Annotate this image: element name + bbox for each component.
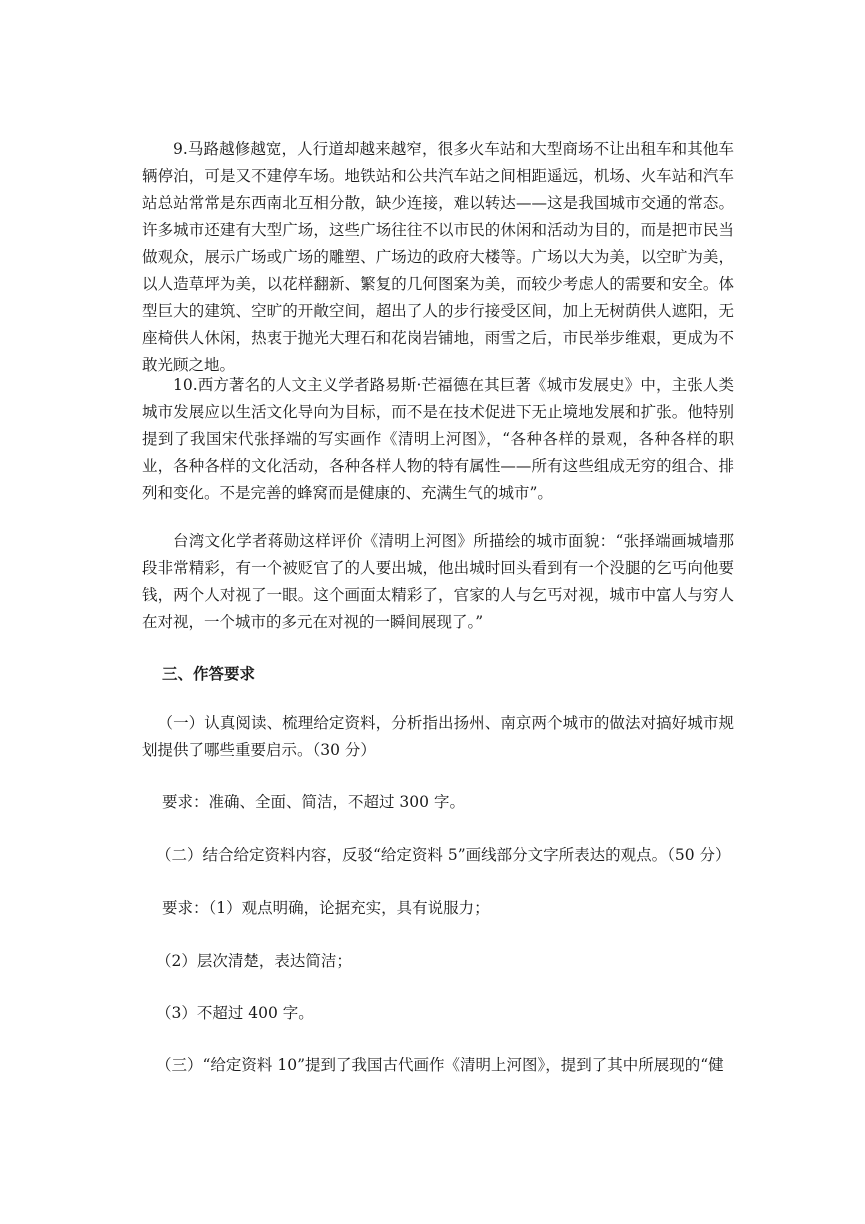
question-2-requirement-1: 要求：（1）观点明确，论据充实，具有说服力； bbox=[162, 899, 490, 917]
question-3-text: （三）“给定资料 10”提到了我国古代画作《清明上河图》，提到了其中所展现的“健 bbox=[156, 1056, 724, 1074]
material-paragraph-taiwan: 台湾文化学者蒋勋这样评价《清明上河图》所描绘的城市面貌：“张择端画城墙那段非常精彩，有一个被贬官了的人要出城，他出城时回头看到有一个没腿的乞丐向他要钱，两个人对视了一眼。这个画面太精彩了，官家的人与乞丐对视，城市中富人与穷人在对视，一个城市的多元在对视的一瞬间展现了。” bbox=[142, 532, 734, 631]
question-1-text: （一）认真阅读、梳理给定资料，分析指出扬州、南京两个城市的做法对搞好城市规划提供了哪些重要启示。（30 分） bbox=[142, 714, 734, 759]
material-paragraph-9: 9.马路越修越宽，人行道却越来越窄，很多火车站和大型商场不让出租车和其他车辆停泊，可是又不建停车场。地铁站和公共汽车站之间相距遥远，机场、火车站和汽车站总站常常是东西南北互相分散，缺少连接，难以转达——这是我国城市交通的常态。许多城市还建有大型广场，这些广场往往不以市民的休闲和活动为目的，而是把市民当做观众，展示广场或广场的雕塑、广场边的政府大楼等。广场以大为美，以空旷为美，以人造草坪为美，以花样翻新、繁复的几何图案为美，而较少考虑人的需要和安全。体型巨大的建筑、空旷的开敞空间，超出了人的步行接受区间，加上无树荫供人遮阳，无座椅供人休闲，热衷于抛光大理石和花岗岩铺地，雨雪之后，市民举步维艰，更成为不敢光顾之地。 bbox=[142, 140, 734, 374]
material-paragraph-10: 10.西方著名的人文主义学者路易斯·芒福德在其巨著《城市发展史》中，主张人类城市发展应以生活文化导向为目标，而不是在技术促进下无止境地发展和扩张。他特别提到了我国宋代张择端的写实画作《清明上河图》，“各种各样的景观，各种各样的职业，各种各样的文化活动，各种各样人物的特有属性——所有这些组成无穷的组合、排列和变化。不是完善的蜂窝而是健康的、充满生气的城市”。 bbox=[142, 376, 734, 502]
question-1-requirement: 要求：准确、全面、简洁，不超过 300 字。 bbox=[162, 793, 465, 811]
question-2-text: （二）结合给定资料内容，反驳“给定资料 5”画线部分文字所表达的观点。（50 分） bbox=[156, 846, 731, 864]
question-2-requirement-2: （2）层次清楚，表达简洁； bbox=[156, 952, 352, 970]
question-2-requirement-3: （3）不超过 400 字。 bbox=[156, 1004, 314, 1022]
section-heading: 三、作答要求 bbox=[162, 664, 256, 683]
